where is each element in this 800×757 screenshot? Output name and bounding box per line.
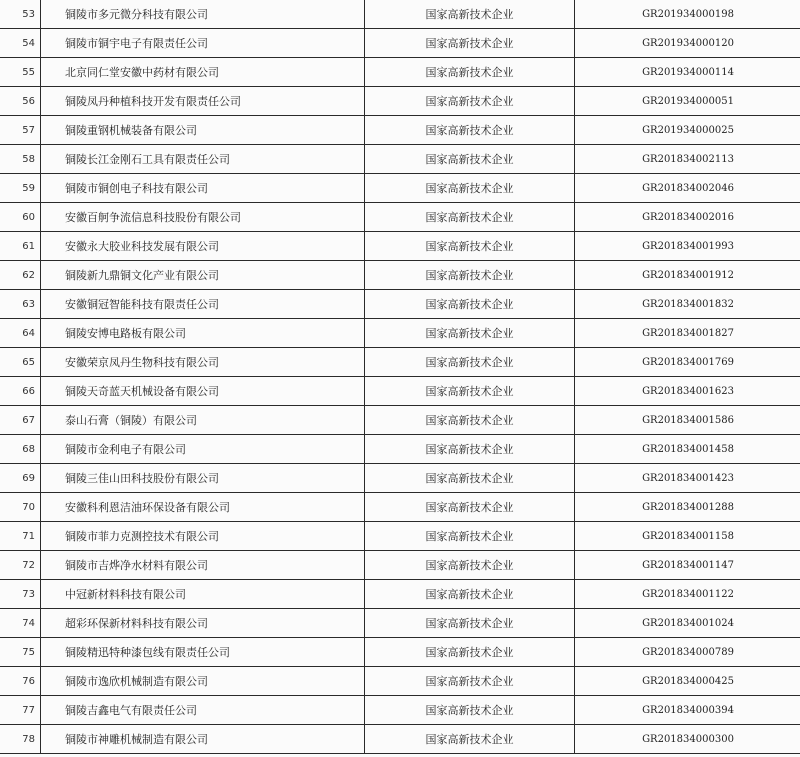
certificate-number: GR201834002046 — [575, 174, 800, 203]
row-number: 65 — [0, 348, 41, 377]
certificate-number: GR201834001147 — [575, 551, 800, 580]
row-number: 68 — [0, 435, 41, 464]
certificate-number: GR201934000025 — [575, 116, 800, 145]
company-name: 铜陵精迅特种漆包线有限责任公司 — [41, 638, 365, 667]
table-row — [0, 551, 800, 580]
certificate-number: GR201934000120 — [575, 29, 800, 58]
row-number: 74 — [0, 609, 41, 638]
certificate-number: GR201834001769 — [575, 348, 800, 377]
certificate-number: GR201934000051 — [575, 87, 800, 116]
company-name: 铜陵重钢机械装备有限公司 — [41, 116, 365, 145]
row-number: 67 — [0, 406, 41, 435]
enterprise-type: 国家高新技术企业 — [365, 580, 575, 609]
certificate-number: GR201834001912 — [575, 261, 800, 290]
row-number: 66 — [0, 377, 41, 406]
table-row — [0, 667, 800, 696]
company-name: 安徽永大胶业科技发展有限公司 — [41, 232, 365, 261]
enterprise-type: 国家高新技术企业 — [365, 493, 575, 522]
table-row — [0, 609, 800, 638]
enterprise-type: 国家高新技术企业 — [365, 348, 575, 377]
enterprise-type: 国家高新技术企业 — [365, 609, 575, 638]
row-number: 71 — [0, 522, 41, 551]
row-number: 56 — [0, 87, 41, 116]
certificate-number: GR201834001158 — [575, 522, 800, 551]
certificate-number: GR201834001993 — [575, 232, 800, 261]
row-number: 77 — [0, 696, 41, 725]
row-number: 60 — [0, 203, 41, 232]
enterprise-type: 国家高新技术企业 — [365, 116, 575, 145]
table-row — [0, 261, 800, 290]
row-number: 76 — [0, 667, 41, 696]
company-name: 铜陵市菲力克测控技术有限公司 — [41, 522, 365, 551]
table-row — [0, 174, 800, 203]
row-number: 57 — [0, 116, 41, 145]
certificate-number: GR201834001288 — [575, 493, 800, 522]
company-name: 铜陵市吉烨净水材料有限公司 — [41, 551, 365, 580]
enterprise-type: 国家高新技术企业 — [365, 406, 575, 435]
row-number: 70 — [0, 493, 41, 522]
enterprise-type: 国家高新技术企业 — [365, 290, 575, 319]
certificate-number: GR201834001458 — [575, 435, 800, 464]
company-name: 铜陵市神雕机械制造有限公司 — [41, 725, 365, 754]
certificate-number: GR201834001623 — [575, 377, 800, 406]
table-row — [0, 638, 800, 667]
table-row — [0, 377, 800, 406]
table-row — [0, 290, 800, 319]
company-name: 铜陵凤丹种植科技开发有限责任公司 — [41, 87, 365, 116]
table-row — [0, 580, 800, 609]
row-number: 55 — [0, 58, 41, 87]
table-row — [0, 696, 800, 725]
table-row — [0, 29, 800, 58]
enterprise-type: 国家高新技术企业 — [365, 377, 575, 406]
enterprise-type: 国家高新技术企业 — [365, 638, 575, 667]
company-name: 中冠新材料科技有限公司 — [41, 580, 365, 609]
table-row — [0, 493, 800, 522]
table-row — [0, 725, 800, 754]
table-row — [0, 522, 800, 551]
enterprise-type: 国家高新技术企业 — [365, 696, 575, 725]
enterprise-type: 国家高新技术企业 — [365, 29, 575, 58]
company-name: 超彩环保新材料科技有限公司 — [41, 609, 365, 638]
table-row — [0, 435, 800, 464]
enterprise-type: 国家高新技术企业 — [365, 464, 575, 493]
enterprise-type: 国家高新技术企业 — [365, 261, 575, 290]
row-number: 59 — [0, 174, 41, 203]
enterprise-type: 国家高新技术企业 — [365, 725, 575, 754]
company-name: 北京同仁堂安徽中药材有限公司 — [41, 58, 365, 87]
company-name: 安徽科利恩洁油环保设备有限公司 — [41, 493, 365, 522]
table-row — [0, 232, 800, 261]
enterprise-type: 国家高新技术企业 — [365, 174, 575, 203]
row-number: 63 — [0, 290, 41, 319]
enterprise-type: 国家高新技术企业 — [365, 87, 575, 116]
table-row — [0, 406, 800, 435]
table-row — [0, 319, 800, 348]
enterprise-type: 国家高新技术企业 — [365, 203, 575, 232]
certificate-number: GR201934000114 — [575, 58, 800, 87]
certificate-number: GR201834002016 — [575, 203, 800, 232]
enterprise-type: 国家高新技术企业 — [365, 551, 575, 580]
company-name: 铜陵市逸欣机械制造有限公司 — [41, 667, 365, 696]
enterprise-type: 国家高新技术企业 — [365, 667, 575, 696]
company-name: 安徽百舸争流信息科技股份有限公司 — [41, 203, 365, 232]
row-number: 75 — [0, 638, 41, 667]
company-name: 铜陵长江金刚石工具有限责任公司 — [41, 145, 365, 174]
table-row — [0, 145, 800, 174]
certificate-number: GR201834001832 — [575, 290, 800, 319]
table-row — [0, 87, 800, 116]
company-name: 铜陵市铜宇电子有限责任公司 — [41, 29, 365, 58]
certificate-number: GR201834001423 — [575, 464, 800, 493]
enterprise-type: 国家高新技术企业 — [365, 435, 575, 464]
certificate-number: GR201834000789 — [575, 638, 800, 667]
company-name: 铜陵市金利电子有限公司 — [41, 435, 365, 464]
row-number: 72 — [0, 551, 41, 580]
table-row — [0, 464, 800, 493]
company-name: 铜陵市铜创电子科技有限公司 — [41, 174, 365, 203]
certificate-number: GR201834001586 — [575, 406, 800, 435]
enterprise-type: 国家高新技术企业 — [365, 145, 575, 174]
company-name: 泰山石膏（铜陵）有限公司 — [41, 406, 365, 435]
company-name: 铜陵天奇蓝天机械设备有限公司 — [41, 377, 365, 406]
enterprise-type: 国家高新技术企业 — [365, 522, 575, 551]
company-name: 铜陵吉鑫电气有限责任公司 — [41, 696, 365, 725]
row-number: 61 — [0, 232, 41, 261]
enterprise-type: 国家高新技术企业 — [365, 58, 575, 87]
table-row — [0, 0, 800, 29]
certificate-number: GR201834000425 — [575, 667, 800, 696]
company-name: 铜陵新九鼎铜文化产业有限公司 — [41, 261, 365, 290]
row-number: 78 — [0, 725, 41, 754]
certificate-number: GR201834000300 — [575, 725, 800, 754]
row-number: 58 — [0, 145, 41, 174]
row-number: 73 — [0, 580, 41, 609]
company-name: 铜陵安博电路板有限公司 — [41, 319, 365, 348]
company-name: 安徽荣京凤丹生物科技有限公司 — [41, 348, 365, 377]
certificate-number: GR201834002113 — [575, 145, 800, 174]
row-number: 54 — [0, 29, 41, 58]
row-number: 53 — [0, 0, 41, 29]
row-number: 64 — [0, 319, 41, 348]
certificate-number: GR201834001122 — [575, 580, 800, 609]
certificate-number: GR201834000394 — [575, 696, 800, 725]
enterprise-type: 国家高新技术企业 — [365, 232, 575, 261]
certificate-number: GR201834001024 — [575, 609, 800, 638]
table-row — [0, 203, 800, 232]
enterprise-type: 国家高新技术企业 — [365, 319, 575, 348]
row-number: 69 — [0, 464, 41, 493]
certificate-number: GR201934000198 — [575, 0, 800, 29]
certificate-number: GR201834001827 — [575, 319, 800, 348]
row-number: 62 — [0, 261, 41, 290]
table-row — [0, 116, 800, 145]
enterprise-type: 国家高新技术企业 — [365, 0, 575, 29]
company-name: 安徽铜冠智能科技有限责任公司 — [41, 290, 365, 319]
company-name: 铜陵市多元微分科技有限公司 — [41, 0, 365, 29]
company-name: 铜陵三佳山田科技股份有限公司 — [41, 464, 365, 493]
table-row — [0, 58, 800, 87]
table-row — [0, 348, 800, 377]
